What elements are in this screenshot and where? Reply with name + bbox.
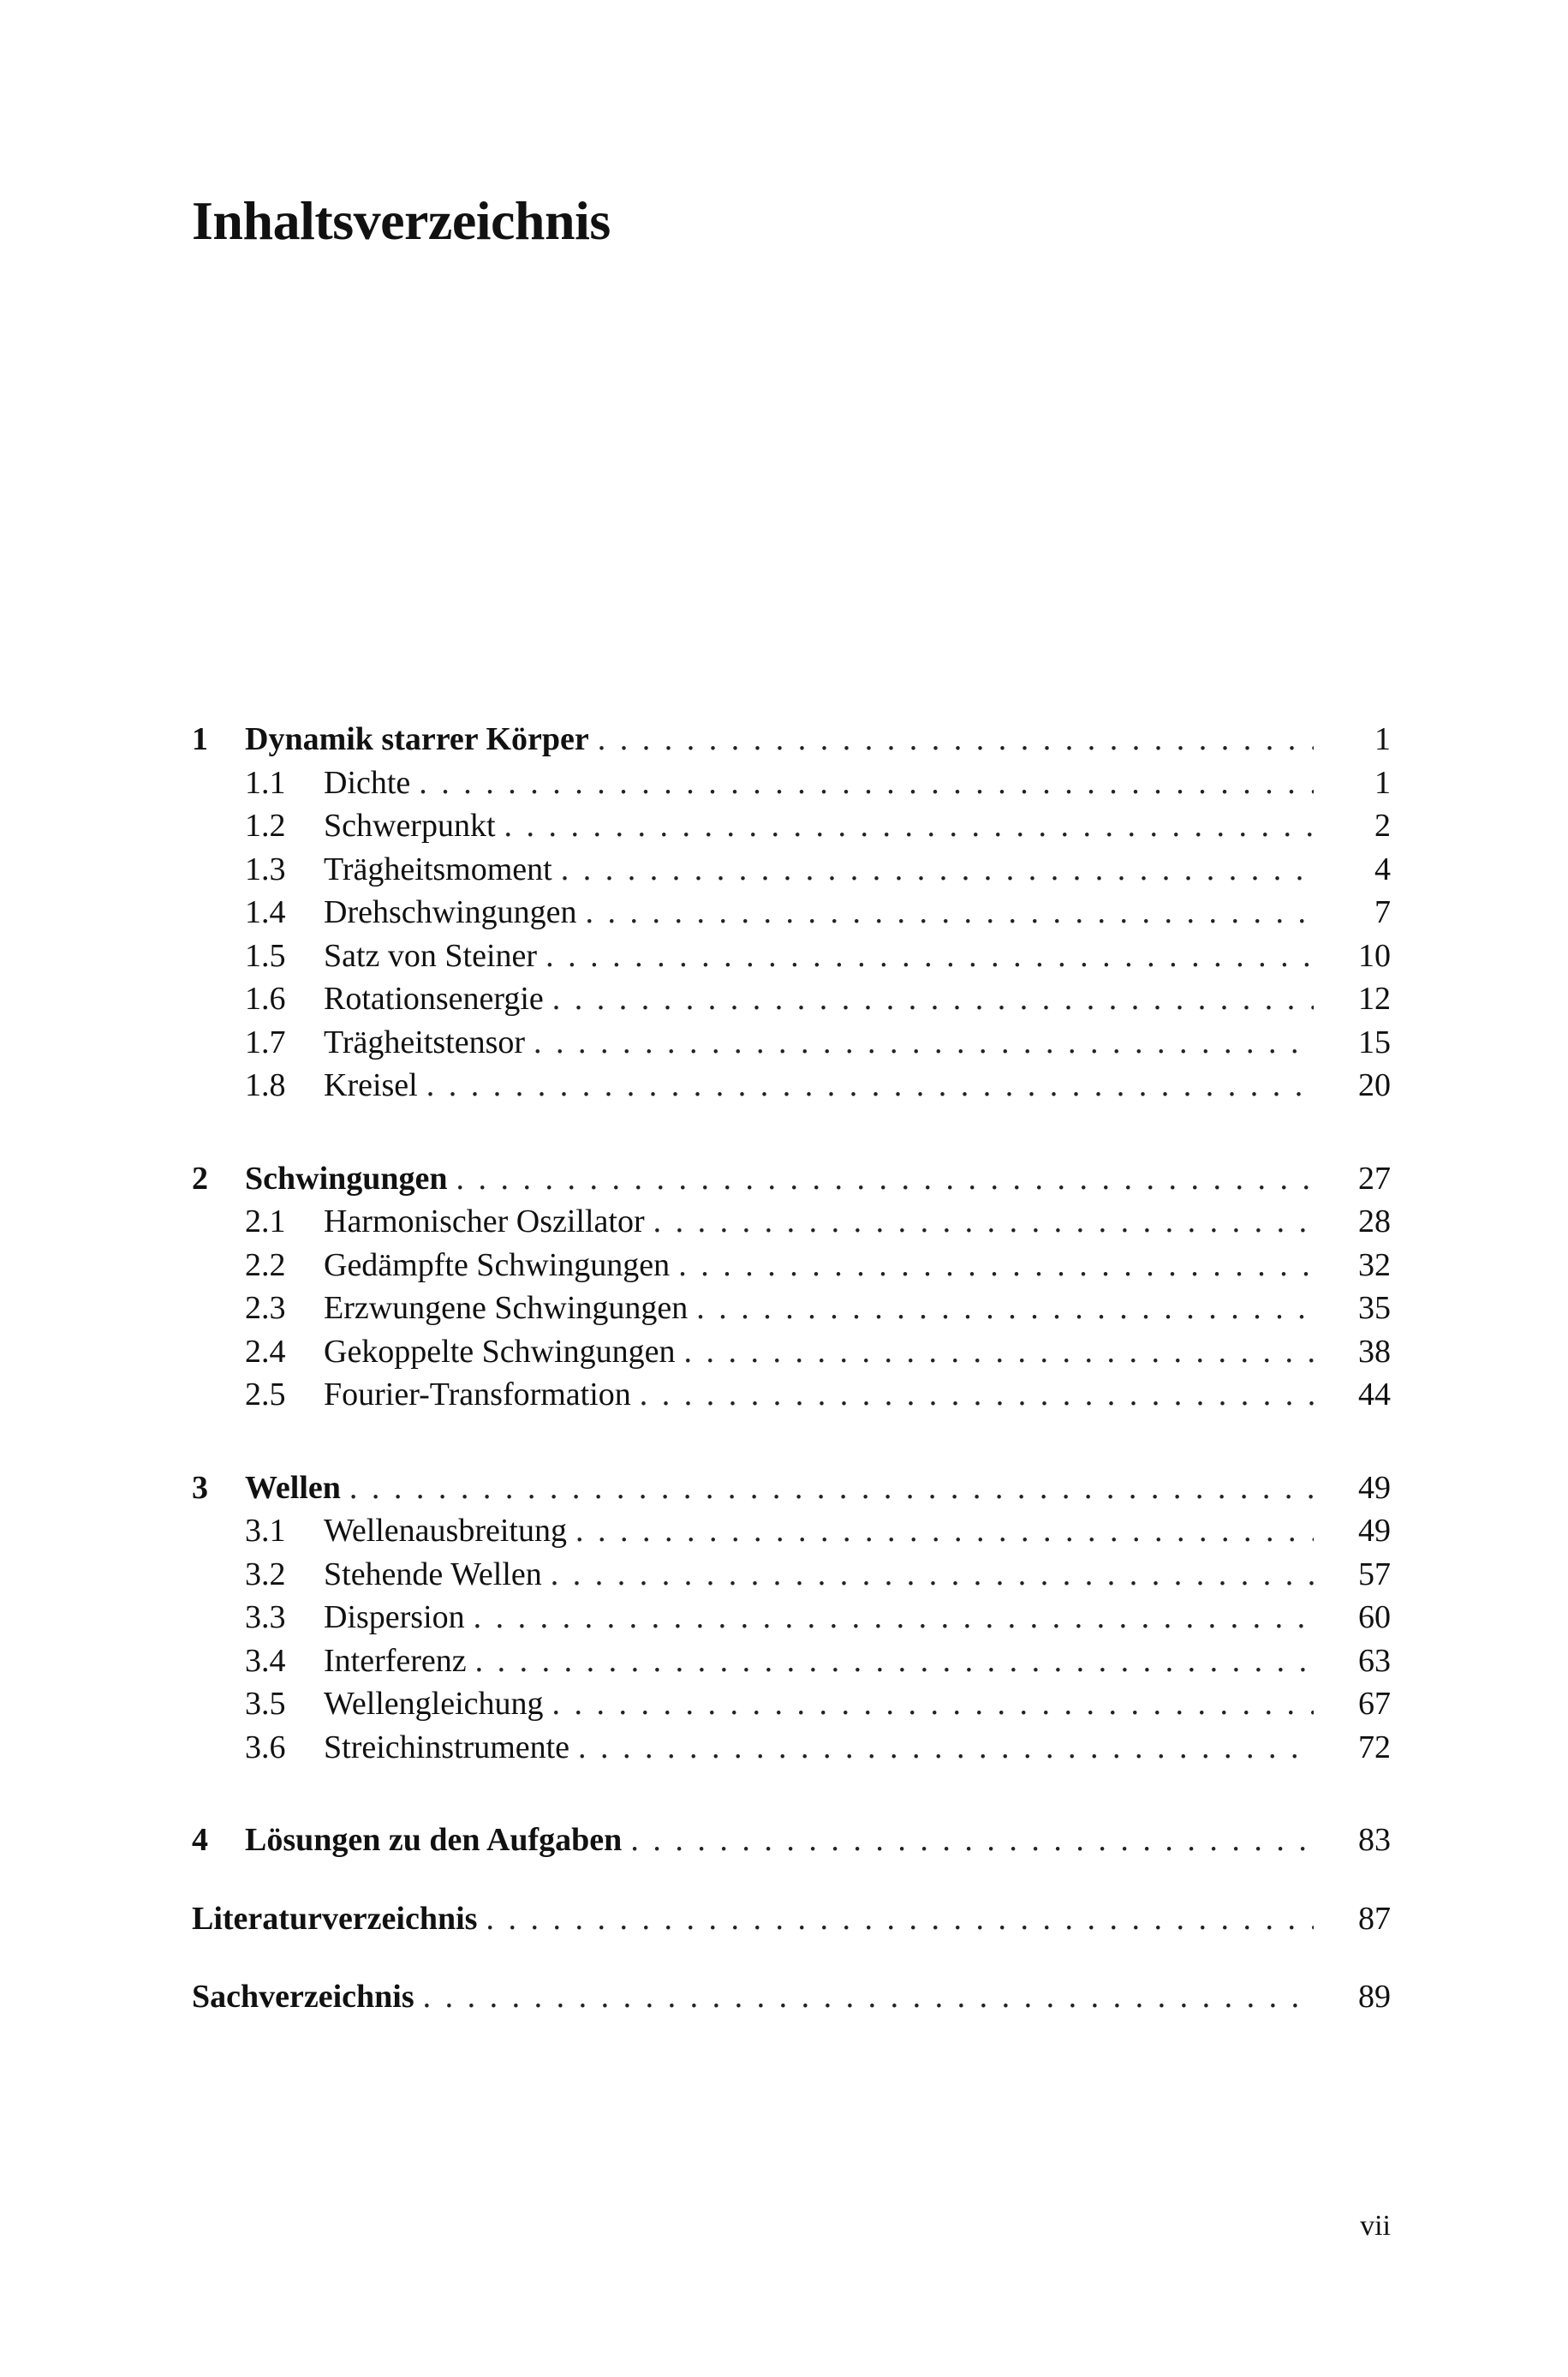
chapter-title: Dynamik starrer Körper: [245, 721, 589, 757]
section-number: 3.1: [245, 1513, 286, 1549]
page-number: 7: [1374, 894, 1391, 930]
page-number: 1: [1374, 764, 1391, 801]
page-number: 15: [1358, 1024, 1391, 1060]
section-number: 1.6: [245, 981, 286, 1017]
toc-section-entry[interactable]: [192, 1244, 1391, 1287]
toc-section-entry[interactable]: [192, 761, 1391, 805]
section-title: Harmonischer Oszillator: [324, 1203, 645, 1239]
chapter-number: 4: [192, 1822, 208, 1858]
section-title: Interferenz: [324, 1642, 467, 1679]
dot-leader: [653, 1200, 1314, 1244]
page-number: 83: [1358, 1822, 1391, 1858]
dot-leader: [678, 1244, 1314, 1287]
page-title: Inhaltsverzeichnis: [192, 190, 611, 251]
section-number: 2.4: [245, 1333, 286, 1370]
toc-section-entry[interactable]: [192, 891, 1391, 935]
dot-leader: [504, 804, 1314, 848]
chapter-number: 3: [192, 1469, 208, 1506]
section-number: 1.7: [245, 1024, 286, 1060]
page-number: 35: [1358, 1290, 1391, 1326]
section-title: Wellengleichung: [324, 1686, 544, 1722]
toc-chapter-entry[interactable]: [192, 1157, 1391, 1201]
dot-leader: [578, 1726, 1314, 1770]
section-title: Wellenausbreitung: [324, 1513, 567, 1549]
dot-leader: [575, 1509, 1314, 1553]
dot-leader: [552, 977, 1314, 1021]
section-title: Gedämpfte Schwingungen: [324, 1246, 671, 1283]
page-number: 32: [1358, 1246, 1391, 1283]
page-number: 57: [1358, 1556, 1391, 1592]
page-number: 12: [1358, 981, 1391, 1017]
back-matter-title: Sachverzeichnis: [192, 1979, 414, 2015]
dot-leader: [456, 1157, 1314, 1201]
dot-leader: [486, 1897, 1314, 1941]
toc-section-entry[interactable]: [192, 848, 1391, 892]
dot-leader: [546, 935, 1314, 978]
dot-leader: [552, 1682, 1314, 1726]
dot-leader: [551, 1553, 1314, 1597]
dot-leader: [349, 1466, 1314, 1510]
page-number: 49: [1358, 1469, 1391, 1506]
section-number: 1.3: [245, 851, 286, 887]
toc-section-entry[interactable]: [192, 977, 1391, 1021]
toc-chapter-entry[interactable]: [192, 1466, 1391, 1510]
page-number: 67: [1358, 1686, 1391, 1722]
dot-leader: [419, 761, 1314, 805]
section-title: Gekoppelte Schwingungen: [324, 1333, 676, 1370]
dot-leader: [426, 1064, 1314, 1108]
page-number: 44: [1358, 1377, 1391, 1412]
section-title: Fourier-Transformation: [324, 1377, 631, 1412]
dot-leader: [585, 891, 1314, 935]
back-matter-title: Literaturverzeichnis: [192, 1900, 478, 1937]
section-title: Schwerpunkt: [324, 808, 496, 844]
dot-leader: [423, 1975, 1314, 2019]
section-title: Kreisel: [324, 1067, 418, 1103]
section-title: Dispersion: [324, 1599, 465, 1635]
page-number: 4: [1374, 851, 1391, 887]
dot-leader: [684, 1330, 1314, 1374]
page-number: 20: [1358, 1067, 1391, 1103]
page-number: 38: [1358, 1333, 1391, 1370]
toc-back-matter-entry[interactable]: [192, 1975, 1391, 2019]
page-number: 1: [1374, 721, 1391, 757]
dot-leader: [630, 1819, 1314, 1862]
table-of-contents: [192, 718, 1391, 2019]
toc-chapter-entry[interactable]: [192, 1819, 1391, 1862]
section-number: 1.1: [245, 764, 286, 801]
toc-section-entry[interactable]: [192, 935, 1391, 978]
dot-leader: [640, 1373, 1314, 1417]
dot-leader: [534, 1021, 1314, 1065]
page-number: 72: [1358, 1729, 1391, 1765]
section-title: Dichte: [324, 764, 411, 801]
page-number: 63: [1358, 1642, 1391, 1679]
dot-leader: [475, 1639, 1314, 1683]
section-number: 2.1: [245, 1203, 286, 1239]
toc-back-matter-entry[interactable]: [192, 1897, 1391, 1941]
toc-section-entry[interactable]: [192, 1064, 1391, 1108]
toc-section-entry[interactable]: [192, 1200, 1391, 1244]
section-number: 1.2: [245, 808, 286, 844]
toc-section-entry[interactable]: [192, 1726, 1391, 1770]
chapter-title: Lösungen zu den Aufgaben: [245, 1822, 623, 1858]
chapter-title: Schwingungen: [245, 1160, 448, 1197]
page-number: 87: [1358, 1900, 1391, 1937]
section-number: 3.3: [245, 1599, 286, 1635]
page-number: 27: [1358, 1160, 1391, 1197]
section-number: 2.2: [245, 1246, 286, 1283]
section-title: Drehschwingungen: [324, 894, 577, 930]
dot-leader: [474, 1596, 1314, 1639]
section-number: 1.5: [245, 937, 286, 974]
section-title: Stehende Wellen: [324, 1556, 542, 1592]
section-number: 3.4: [245, 1642, 286, 1679]
section-title: Trägheitstensor: [324, 1024, 526, 1060]
page-folio: vii: [1360, 2210, 1391, 2242]
chapter-number: 1: [192, 721, 208, 757]
section-number: 3.5: [245, 1686, 286, 1722]
section-title: Erzwungene Schwingungen: [324, 1290, 689, 1326]
toc-section-entry[interactable]: [192, 1509, 1391, 1553]
toc-section-entry[interactable]: [192, 1553, 1391, 1597]
section-title: Rotationsenergie: [324, 981, 544, 1017]
toc-section-entry[interactable]: [192, 1682, 1391, 1726]
toc-section-entry[interactable]: [192, 1373, 1391, 1417]
page-number: 89: [1358, 1979, 1391, 2015]
dot-leader: [561, 848, 1314, 892]
toc-section-entry[interactable]: [192, 1596, 1391, 1639]
toc-section-entry[interactable]: [192, 1021, 1391, 1065]
page-number: 2: [1374, 808, 1391, 844]
section-number: 1.4: [245, 894, 286, 930]
section-number: 3.2: [245, 1556, 286, 1592]
toc-section-entry[interactable]: [192, 804, 1391, 848]
chapter-title: Wellen: [245, 1469, 341, 1506]
section-number: 2.5: [245, 1377, 286, 1412]
chapter-number: 2: [192, 1160, 208, 1197]
page-number: 49: [1358, 1513, 1391, 1549]
section-number: 2.3: [245, 1290, 286, 1326]
dot-leader: [696, 1287, 1314, 1330]
section-number: 1.8: [245, 1067, 286, 1103]
toc-section-entry[interactable]: [192, 1639, 1391, 1683]
page-number: 28: [1358, 1203, 1391, 1239]
dot-leader: [598, 718, 1314, 761]
section-title: Trägheitsmoment: [324, 851, 552, 887]
section-number: 3.6: [245, 1729, 286, 1765]
section-title: Streichinstrumente: [324, 1729, 570, 1765]
toc-chapter-entry[interactable]: [192, 718, 1391, 761]
toc-section-entry[interactable]: [192, 1287, 1391, 1330]
toc-section-entry[interactable]: [192, 1330, 1391, 1374]
section-title: Satz von Steiner: [324, 937, 538, 974]
page-number: 10: [1358, 937, 1391, 974]
page-number: 60: [1358, 1599, 1391, 1635]
